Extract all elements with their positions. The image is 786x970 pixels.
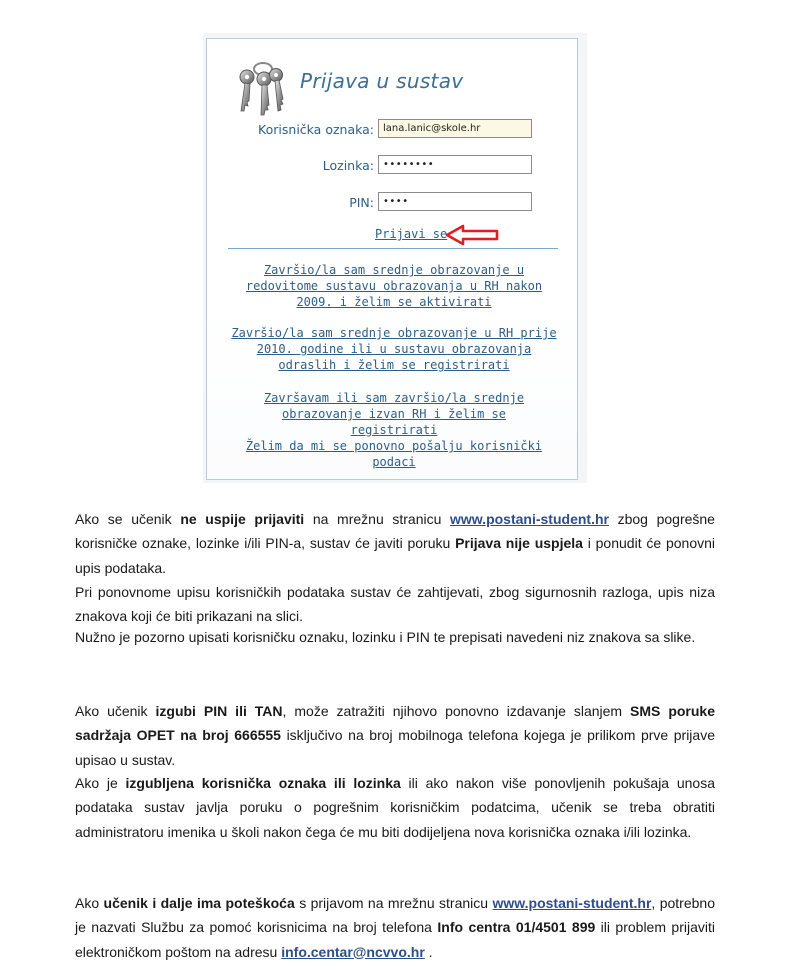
bold-text: Info centra 01/4501 899 [437, 919, 596, 936]
password-label: Lozinka: [322, 158, 374, 173]
option-link-activate[interactable]: Završio/la sam srednje obrazovanje u redovitome sustavu obrazovanja u RH nakon 2009. i želim se aktivirati [245, 263, 543, 309]
password-input[interactable]: •••••••• [378, 155, 532, 174]
text-span: isključivo na broj mobilnoga telefona kojega je prilikom prve prijave upisao u sustav. [75, 727, 715, 768]
login-title: Prijava u sustav [300, 69, 464, 93]
text-span: , potrebno je nazvati Službu za pomoć korisnicima na broj telefona [75, 895, 715, 936]
website-link[interactable]: www.postani-student.hr [450, 511, 609, 527]
text-span: s prijavom na mrežnu stranicu [294, 895, 493, 911]
text-span: Ako [75, 895, 104, 911]
paragraph-login-failed [75, 507, 715, 580]
text-span: na mrežnu stranicu [304, 511, 451, 527]
text-span: , može zatražiti njihovo ponovno izdavanje slanjem [282, 703, 631, 719]
panel-divider [228, 248, 558, 249]
username-input[interactable]: lana.lanic@skole.hr [378, 119, 532, 138]
pin-input[interactable]: •••• [378, 192, 532, 211]
text-span: Ako se učenik [75, 511, 181, 527]
login-panel [206, 38, 578, 480]
option-link-register-abroad[interactable]: Završavam ili sam završio/la srednje obrazovanje izvan RH i želim se registrirati [263, 391, 525, 437]
text-span: ili problem prijaviti elektroničkom poštom na adresu [75, 919, 715, 960]
paragraph-careful-entry: Nužno je pozorno upisati korisničku oznaku, lozinku i PIN te prepisati navedeni niz znakova sa slike. [75, 629, 696, 645]
text-span: zbog pogrešne korisničke oznake, lozinke i/ili PIN-a, sustav će javiti poruku [75, 511, 715, 552]
bold-text: Prijava nije uspjela [455, 535, 583, 552]
paragraph-lost-pin [75, 699, 715, 772]
bold-text: učenik i dalje ima poteškoća [103, 895, 295, 911]
email-link[interactable]: info.centar@ncvvo.hr [281, 943, 425, 960]
bold-text: izgubljena korisnička oznaka ili lozinka [125, 775, 401, 791]
website-link[interactable]: www.postani-student.hr [492, 895, 652, 911]
text-span: ili ako nakon više ponovljenih pokušaja unosa podataka sustav javlja poruku o pogrešnim korisničkim podatcima, učenik se treba obratiti administratoru imenika u školi nakon čega će mu biti dodijeljena nova korisnička oznaka i/ili lozinka. [75, 775, 715, 840]
paragraph-captcha: Pri ponovnome upisu korisničkih podataka sustav će zahtijevati, zbog sigurnosnih razloga, upis niza znakova koji će biti prikazani na slici. [75, 584, 715, 625]
pin-label: PIN: [349, 195, 374, 210]
text-span: Ako je [75, 775, 126, 791]
login-submit-link[interactable]: Prijavi se [375, 227, 448, 241]
paragraph-lost-credentials [75, 771, 715, 844]
bold-text: ne uspije prijaviti [180, 511, 305, 527]
text-span: Ako učenik [75, 703, 156, 719]
red-arrow-icon [444, 224, 500, 246]
option-link-register-before-2010[interactable]: Završio/la sam srednje obrazovanje u RH prije 2010. godine ili u sustavu obrazovanja odraslih i želim se registrirati [231, 326, 557, 372]
bold-text: SMS poruke sadržaja OPET na broj 666555 [75, 703, 715, 744]
keys-icon [231, 55, 291, 119]
bold-text: izgubi PIN ili TAN [155, 703, 283, 719]
paragraph-help-contact [75, 891, 715, 964]
text-span: . [424, 943, 433, 960]
text-span: i ponudit će ponovni upis podataka. [75, 535, 715, 576]
option-link-resend-credentials[interactable]: Želim da mi se ponovno pošalju korisnički podaci [245, 439, 543, 469]
username-label: Korisnička oznaka: [258, 122, 374, 137]
